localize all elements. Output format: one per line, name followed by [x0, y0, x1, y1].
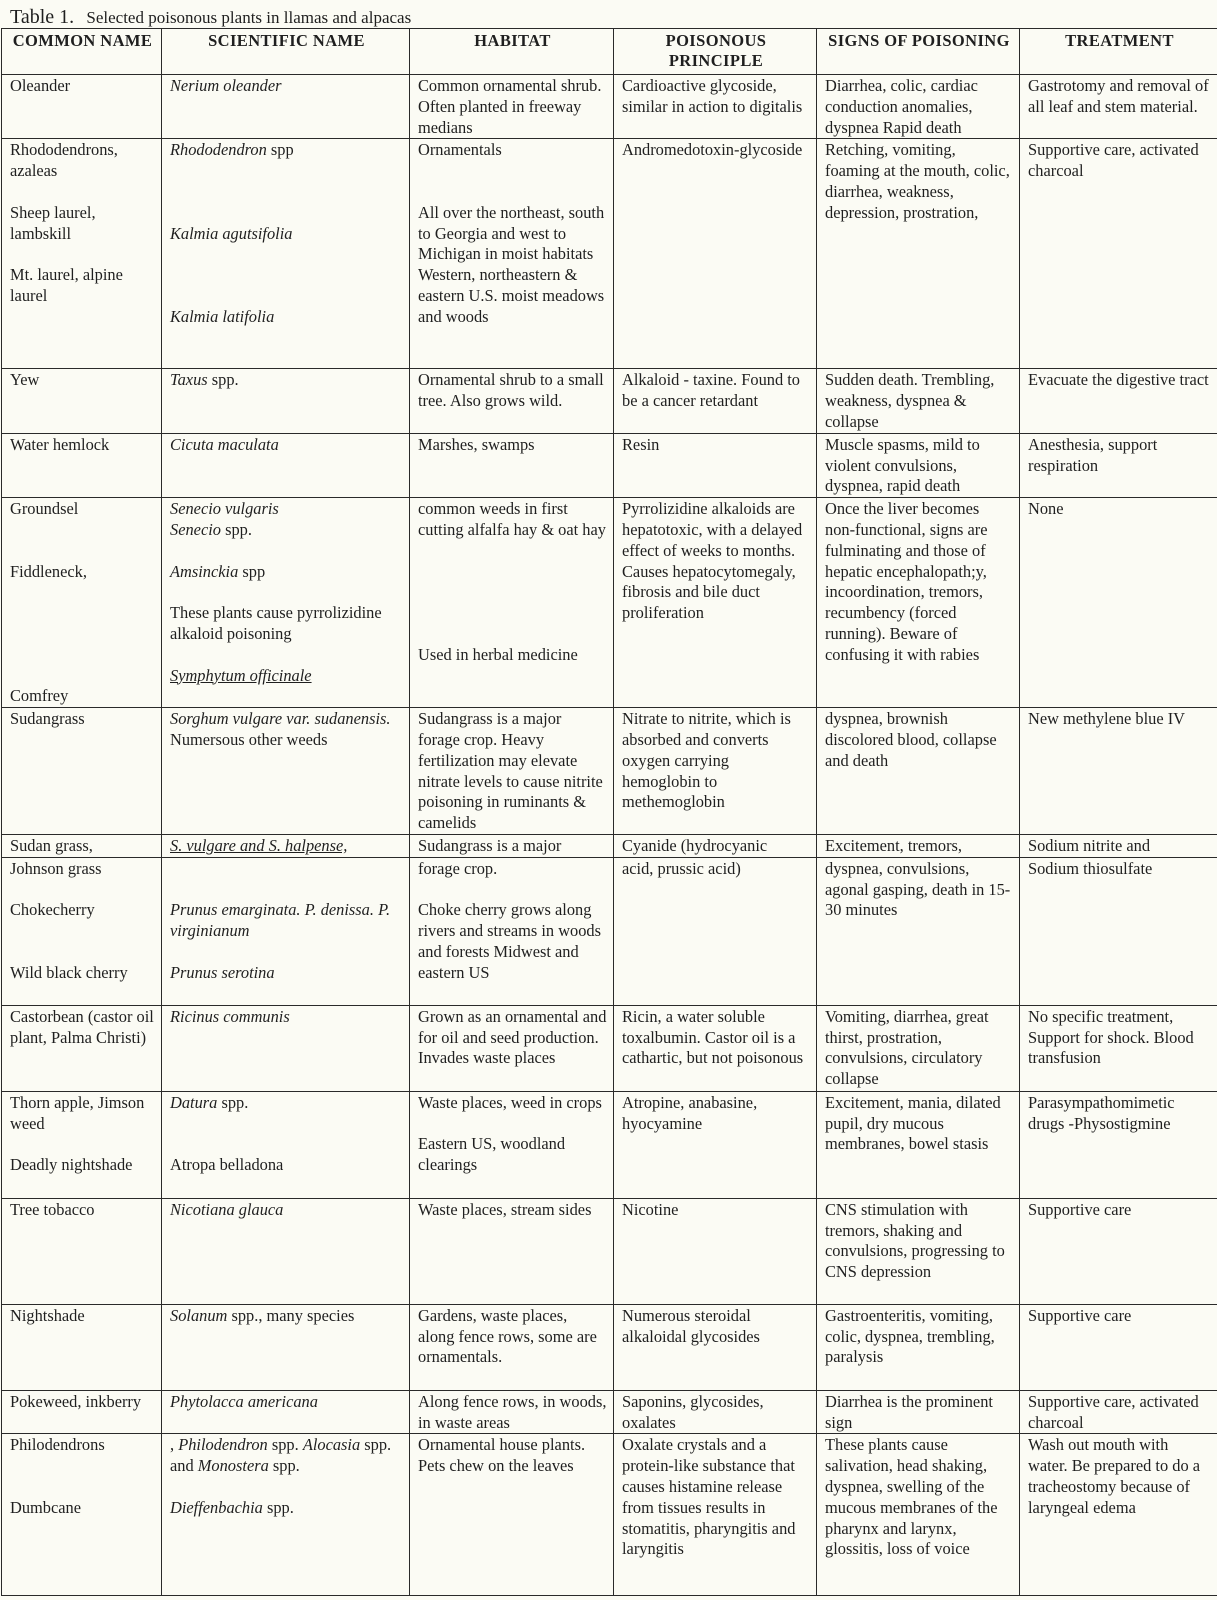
treatment-cell: Supportive care: [1020, 1304, 1217, 1390]
common-name-entry: Deadly nightshade: [10, 1155, 133, 1175]
species-suffix: spp.: [207, 370, 239, 390]
scientific-name-entry: [170, 140, 403, 161]
species-suffix: spp.: [267, 1435, 303, 1455]
treatment-cell: Anesthesia, support respiration: [1020, 433, 1217, 497]
habitat-entry: Western, northeastern & eastern U.S. moist meadows and woods: [418, 265, 605, 326]
common-name-entry: Rhododendrons, azaleas: [10, 140, 118, 181]
punctuation-text: ,: [170, 1435, 179, 1455]
habitat-entry: Choke cherry grows along rivers and streams in woods and forests Midwest and eastern US: [418, 900, 601, 982]
table-row: [2, 834, 1217, 857]
principle-cell: Resin: [614, 433, 817, 497]
scientific-name-cell: Phytolacca americana: [162, 1390, 410, 1434]
genus-text: Monostera: [197, 1456, 269, 1476]
table-row: [2, 1390, 1217, 1434]
header-row: [2, 29, 1217, 75]
habitat-cell: [410, 857, 614, 1005]
signs-cell: Excitement, mania, dilated pupil, dry mucous membranes, bowel stasis: [817, 1091, 1020, 1198]
common-name-cell: [2, 498, 162, 708]
common-name-entry: Chokecherry: [10, 900, 95, 920]
signs-cell: Vomiting, diarrhea, great thirst, prostration, convulsions, circulatory collapse: [817, 1005, 1020, 1091]
habitat-cell: [410, 139, 614, 369]
habitat-cell: [410, 498, 614, 708]
table-row: [2, 139, 1217, 369]
signs-cell: Retching, vomiting, foaming at the mouth, colic, diarrhea, weakness, depression, prostration,: [817, 139, 1020, 369]
signs-cell: dyspnea, brownish discolored blood, collapse and death: [817, 708, 1020, 835]
treatment-cell: Supportive care, activated charcoal: [1020, 139, 1217, 369]
scientific-name-cell: Nerium oleander: [162, 75, 410, 139]
genus-text: Rhododendron: [170, 140, 267, 160]
table-row: [2, 1091, 1217, 1198]
habitat-cell: Gardens, waste places, along fence rows, some are ornamentals.: [410, 1304, 614, 1390]
common-name-cell: Water hemlock: [2, 433, 162, 497]
scientific-name-entry: Prunus emarginata. P. denissa. P. virginianum: [170, 900, 391, 941]
principle-cell: Atropine, anabasine, hyocyamine: [614, 1091, 817, 1198]
principle-cell: acid, prussic acid): [614, 857, 817, 1005]
table-row: [2, 857, 1217, 1005]
signs-cell: Excitement, tremors,: [817, 834, 1020, 857]
signs-cell: CNS stimulation with tremors, shaking and convulsions, progressing to CNS depression: [817, 1198, 1020, 1304]
common-name-cell: [2, 139, 162, 369]
scientific-name-cell: [162, 498, 410, 708]
treatment-cell: Sodium nitrite and: [1020, 834, 1217, 857]
scientific-name-entry: Symphytum officinale: [170, 665, 312, 685]
scientific-name-entry: [170, 520, 403, 541]
habitat-cell: Common ornamental shrub. Often planted in freeway medians: [410, 75, 614, 139]
common-name-cell: Oleander: [2, 75, 162, 139]
scientific-name-entry: Kalmia latifolia: [170, 306, 275, 326]
table-row: [2, 498, 1217, 708]
common-name-cell: Pokeweed, inkberry: [2, 1390, 162, 1434]
treatment-cell: Parasympathomimetic drugs -Physostigmine: [1020, 1091, 1217, 1198]
treatment-cell: Supportive care: [1020, 1198, 1217, 1304]
common-name-entry: Philodendrons: [10, 1435, 105, 1455]
table-row: [2, 1005, 1217, 1091]
treatment-cell: New methylene blue IV: [1020, 708, 1217, 835]
scientific-name-note: Numersous other weeds: [170, 729, 328, 749]
scientific-name-cell: [162, 708, 410, 835]
principle-cell: Nitrate to nitrite, which is absorbed and converts oxygen carrying hemoglobin to methemoglobin: [614, 708, 817, 835]
principle-cell: Pyrrolizidine alkaloids are hepatotoxic, with a delayed effect of weeks to months. Causes hepatocytomegaly, fibrosis and bile duct proliferation: [614, 498, 817, 708]
common-name-entry: Wild black cherry: [10, 962, 128, 982]
habitat-entry: All over the northeast, south to Georgia and west to Michigan in moist habitats: [418, 202, 605, 264]
poison-plants-table-wrapper: [1, 28, 1217, 1596]
habitat-entry: Eastern US, woodland clearings: [418, 1134, 566, 1175]
habitat-cell: Waste places, stream sides: [410, 1198, 614, 1304]
common-name-entry: Groundsel: [10, 499, 79, 519]
common-name-cell: Castorbean (castor oil plant, Palma Christi): [2, 1005, 162, 1091]
common-name-cell: Tree tobacco: [2, 1198, 162, 1304]
genus-text: Senecio: [170, 519, 221, 539]
habitat-entry: Used in herbal medicine: [418, 644, 578, 664]
header-poisonous-principle: POISONOUS PRINCIPLE: [614, 29, 817, 75]
table-caption: [10, 6, 411, 29]
scientific-name-entry: Senecio vulgaris: [170, 499, 279, 519]
scientific-name-entry: [170, 562, 403, 583]
scientific-name-cell: [162, 857, 410, 1005]
table-row: [2, 1198, 1217, 1304]
genus-text: Amsinckia: [170, 561, 239, 581]
habitat-entry: forage crop.: [418, 858, 498, 878]
principle-cell: Nicotine: [614, 1198, 817, 1304]
genus-text: Dieffenbachia: [170, 1497, 263, 1517]
common-name-cell: [2, 1091, 162, 1198]
scientific-name-cell: S. vulgare and S. halpense,: [162, 834, 410, 857]
scientific-name-cell: [162, 1434, 410, 1596]
scientific-name-entry: [170, 1498, 403, 1519]
scientific-name-cell: [162, 369, 410, 433]
scientific-name-cell: Cicuta maculata: [162, 433, 410, 497]
table-row: [2, 433, 1217, 497]
treatment-cell: Wash out mouth with water. Be prepared to do a tracheostomy because of laryngeal edema: [1020, 1434, 1217, 1596]
signs-cell: Muscle spasms, mild to violent convulsions, dyspnea, rapid death: [817, 433, 1020, 497]
scientific-name-entry: [170, 1093, 403, 1114]
scientific-name-cell: Nicotiana glauca: [162, 1198, 410, 1304]
signs-cell: Diarrhea, colic, cardiac conduction anomalies, dyspnea Rapid death: [817, 75, 1020, 139]
group-note: These plants cause pyrrolizidine alkaloid poisoning: [170, 603, 382, 643]
common-name-entry: Mt. laurel, alpine laurel: [10, 265, 123, 305]
treatment-cell: None: [1020, 498, 1217, 708]
scientific-name-cell: [162, 139, 410, 369]
signs-cell: Sudden death. Trembling, weakness, dyspnea & collapse: [817, 369, 1020, 433]
habitat-cell: Ornamental shrub to a small tree. Also grows wild.: [410, 369, 614, 433]
principle-cell: Saponins, glycosides, oxalates: [614, 1390, 817, 1434]
genus-text: Alocasia: [302, 1435, 361, 1455]
habitat-entry: Waste places, weed in crops: [418, 1092, 602, 1112]
common-name-entry: Sheep laurel, lambskill: [10, 202, 96, 243]
common-name-cell: [2, 1434, 162, 1596]
principle-cell: Alkaloid - taxine. Found to be a cancer retardant: [614, 369, 817, 433]
species-suffix: spp.: [268, 1456, 300, 1476]
scientific-name-entry: Kalmia agutsifolia: [170, 223, 293, 243]
scientific-name-entry: Prunus serotina: [170, 962, 275, 982]
header-scientific-name: SCIENTIFIC NAME: [162, 29, 410, 75]
scientific-name-cell: [162, 1091, 410, 1198]
habitat-cell: Grown as an ornamental and for oil and seed production. Invades waste places: [410, 1005, 614, 1091]
scientific-name-entry: [170, 1435, 403, 1477]
scientific-name-cell: [162, 1304, 410, 1390]
common-name-cell: Sudangrass: [2, 708, 162, 835]
header-signs: SIGNS OF POISONING: [817, 29, 1020, 75]
habitat-entry: Ornamentals: [418, 140, 502, 160]
signs-cell: dyspnea, convulsions, agonal gasping, death in 15-30 minutes: [817, 857, 1020, 1005]
table-label: Table 1.: [10, 6, 75, 28]
principle-cell: Oxalate crystals and a protein-like substance that causes histamine release from tissues results in stomatitis, pharyngitis and laryngitis: [614, 1434, 817, 1596]
treatment-cell: No specific treatment, Support for shock. Blood transfusion: [1020, 1005, 1217, 1091]
header-treatment: TREATMENT: [1020, 29, 1217, 75]
common-name-cell: Sudan grass,: [2, 834, 162, 857]
habitat-cell: [410, 1091, 614, 1198]
principle-cell: Ricin, a water soluble toxalbumin. Castor oil is a cathartic, but not poisonous: [614, 1005, 817, 1091]
treatment-cell: Gastrotomy and removal of all leaf and stem material.: [1020, 75, 1217, 139]
signs-cell: Diarrhea is the prominent sign: [817, 1390, 1020, 1434]
genus-text: Taxus: [170, 370, 208, 390]
table-row: [2, 1434, 1217, 1596]
habitat-cell: Along fence rows, in woods, in waste areas: [410, 1390, 614, 1434]
common-name-cell: Nightshade: [2, 1304, 162, 1390]
species-suffix: spp.: [262, 1497, 294, 1517]
common-name-entry: Johnson grass: [10, 858, 102, 878]
scientific-name-cell: Ricinus communis: [162, 1005, 410, 1091]
table-row: [2, 708, 1217, 835]
habitat-cell: Marshes, swamps: [410, 433, 614, 497]
principle-cell: Cyanide (hydrocyanic: [614, 834, 817, 857]
species-suffix: spp: [238, 561, 266, 581]
common-name-entry: Dumbcane: [10, 1497, 81, 1517]
scientific-name-text: Sorghum vulgare var. sudanensis.: [170, 709, 391, 729]
species-suffix: spp: [266, 140, 294, 160]
treatment-cell: Supportive care, activated charcoal: [1020, 1390, 1217, 1434]
table-title: Selected poisonous plants in llamas and alpacas: [86, 8, 412, 27]
habitat-entry: common weeds in first cutting alfalfa hay & oat hay: [418, 499, 606, 539]
scientific-name-entry: Atropa belladona: [170, 1155, 284, 1175]
table-row: [2, 369, 1217, 433]
common-name-entry: Thorn apple, Jimson weed: [10, 1092, 145, 1133]
species-suffix: spp.: [217, 1092, 249, 1112]
habitat-cell: Sudangrass is a major forage crop. Heavy fertilization may elevate nitrate levels to cause nitrite poisoning in ruminants & camelids: [410, 708, 614, 835]
treatment-cell: Sodium thiosulfate: [1020, 857, 1217, 1005]
genus-text: Datura: [170, 1092, 218, 1112]
table-row: [2, 75, 1217, 139]
principle-cell: Andromedotoxin-glycoside: [614, 139, 817, 369]
signs-cell: Once the liver becomes non-functional, signs are fulminating and those of hepatic encephalopath;y, incoordination, tremors, recumbency (forced running). Beware of confusing it with rabies: [817, 498, 1020, 708]
common-name-entry: Comfrey: [10, 686, 69, 706]
poison-plants-table: [1, 28, 1217, 1596]
treatment-cell: Evacuate the digestive tract: [1020, 369, 1217, 433]
principle-cell: Cardioactive glycoside, similar in action to digitalis: [614, 75, 817, 139]
genus-text: Philodendron: [178, 1435, 268, 1455]
common-name-cell: Yew: [2, 369, 162, 433]
species-suffix: spp.: [220, 519, 252, 539]
principle-cell: Numerous steroidal alkaloidal glycosides: [614, 1304, 817, 1390]
common-name-cell: [2, 857, 162, 1005]
genus-text: Solanum: [170, 1305, 228, 1325]
header-common-name: COMMON NAME: [2, 29, 162, 75]
habitat-cell: Sudangrass is a major: [410, 834, 614, 857]
species-suffix: spp., many species: [227, 1305, 355, 1325]
common-name-entry: Fiddleneck,: [10, 561, 87, 581]
signs-cell: These plants cause salivation, head shaking, dyspnea, swelling of the mucous membranes of the pharynx and larynx, glossitis, loss of voice: [817, 1434, 1020, 1596]
species-suffix: spp. and: [170, 1435, 392, 1476]
header-habitat: HABITAT: [410, 29, 614, 75]
habitat-cell: Ornamental house plants. Pets chew on the leaves: [410, 1434, 614, 1596]
signs-cell: Gastroenteritis, vomiting, colic, dyspnea, trembling, paralysis: [817, 1304, 1020, 1390]
table-row: [2, 1304, 1217, 1390]
